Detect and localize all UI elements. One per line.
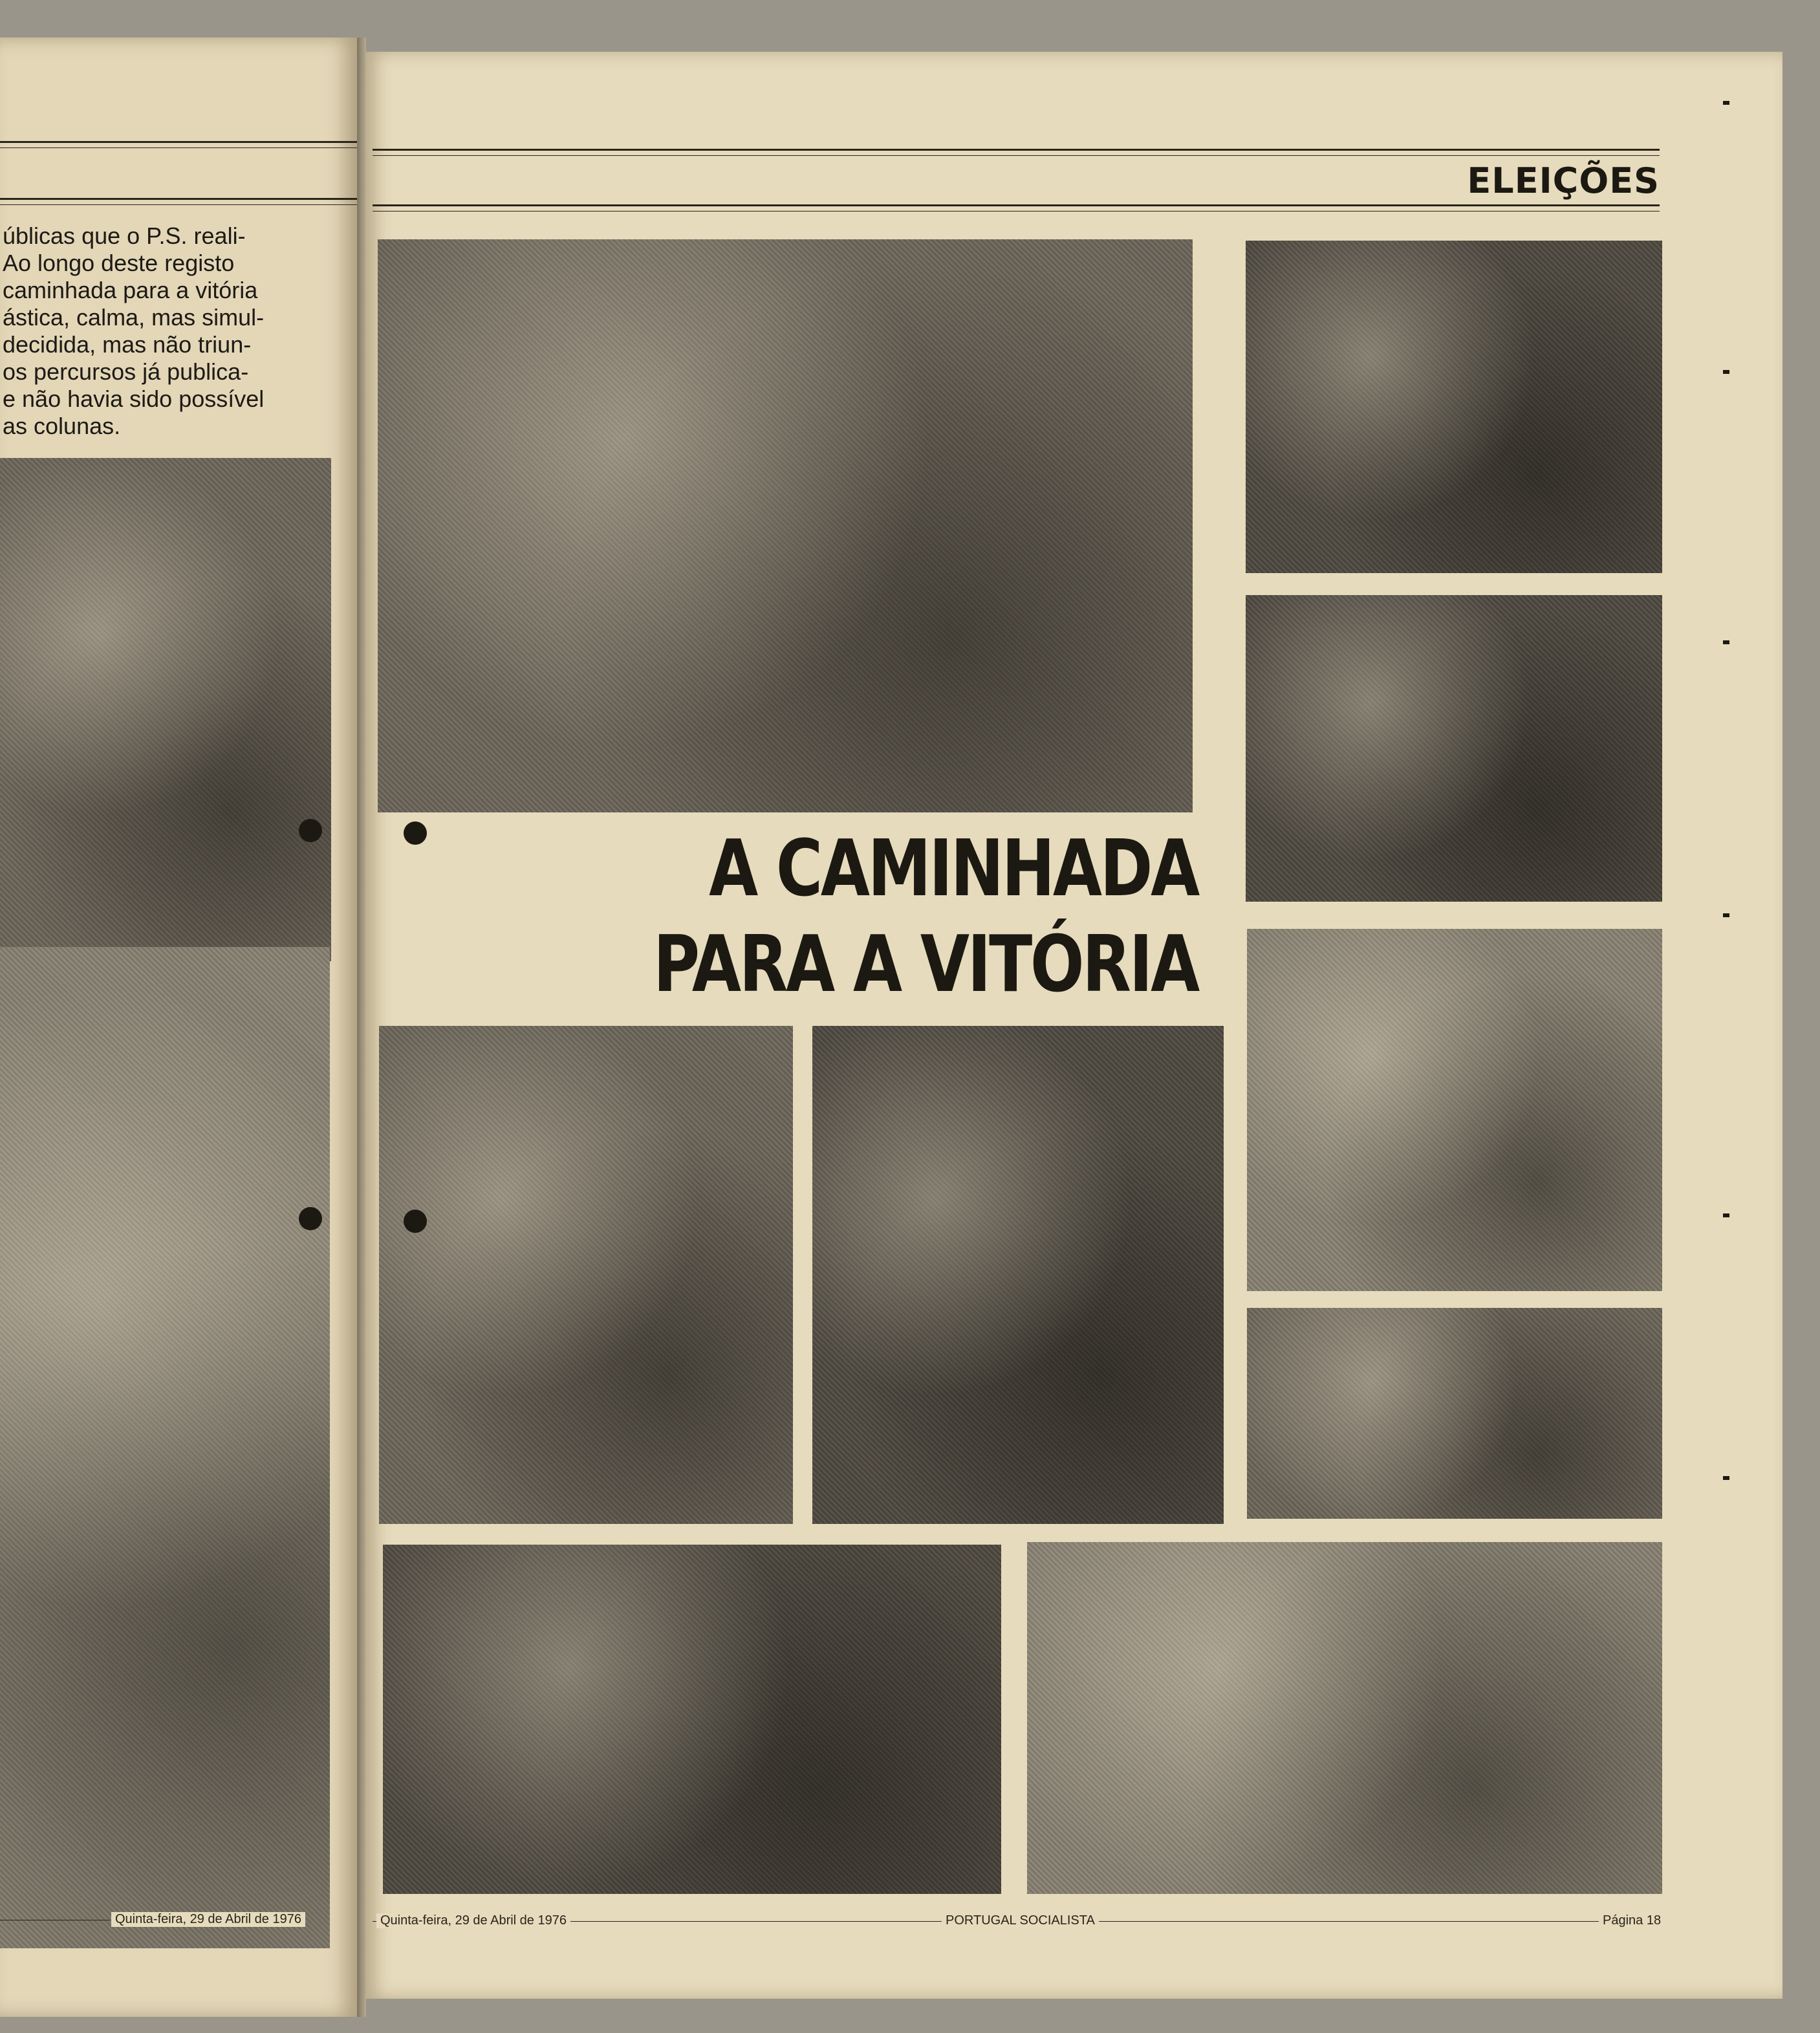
photo-rally-speaker xyxy=(812,1026,1224,1524)
photo-outdoor-mass-rally xyxy=(1027,1542,1662,1894)
photo-lead-smiling-man xyxy=(378,239,1193,812)
footer-date: Quinta-feira, 29 de Abril de 1976 xyxy=(376,1913,570,1928)
photo-police-crowd xyxy=(379,1026,793,1524)
right-page xyxy=(366,52,1782,1999)
margin-tick xyxy=(1723,1213,1729,1217)
photo-indoor-rally xyxy=(383,1545,1001,1894)
header-rule-top-thin xyxy=(373,155,1660,156)
photo-crowd-column-2 xyxy=(1246,595,1662,902)
header-rule-bottom-thin xyxy=(0,204,357,205)
margin-tick xyxy=(1723,913,1729,917)
photo-street-crowd-aerial xyxy=(0,947,330,1948)
lead-line: as colunas. xyxy=(3,413,121,439)
header-rule-bottom-thin xyxy=(373,211,1660,212)
photo-crowd-greeting xyxy=(0,458,331,961)
lead-line: úblicas que o P.S. reali- xyxy=(3,223,246,249)
photo-raised-fists xyxy=(1247,1308,1662,1519)
headline-line-2: PARA A VITÓRIA xyxy=(653,920,1198,1010)
margin-tick xyxy=(1723,640,1729,644)
punch-hole xyxy=(404,821,427,845)
margin-tick xyxy=(1723,370,1729,374)
photo-car-motorcade xyxy=(1247,929,1662,1291)
header-rule-top xyxy=(0,141,357,143)
header-rule-top xyxy=(373,149,1660,151)
punch-hole xyxy=(299,1207,322,1230)
margin-tick xyxy=(1723,101,1729,105)
lead-line: caminhada para a vitória xyxy=(3,277,258,303)
lead-line: os percursos já publica- xyxy=(3,358,249,385)
section-title: ELEIÇÕES xyxy=(1467,160,1660,201)
footer-date: Quinta-feira, 29 de Abril de 1976 xyxy=(111,1912,305,1927)
headline xyxy=(515,821,1198,1013)
lead-line: decidida, mas não triun- xyxy=(3,331,252,358)
punch-hole xyxy=(404,1210,427,1233)
margin-tick xyxy=(1723,1476,1729,1480)
punch-hole xyxy=(299,819,322,842)
left-page xyxy=(0,38,357,2017)
footer-page-number: Página 18 xyxy=(1599,1913,1665,1928)
lead-line: Ao longo deste registo xyxy=(3,250,235,276)
header-rule-bottom xyxy=(0,198,357,200)
headline-line-1: A CAMINHADA xyxy=(709,824,1198,914)
header-rule-top-thin xyxy=(0,147,357,148)
lead-line: ástica, calma, mas simul- xyxy=(3,304,265,331)
page-gutter xyxy=(357,38,366,2017)
lead-line: e não havia sido possível xyxy=(3,386,265,412)
footer-publication: PORTUGAL SOCIALISTA xyxy=(942,1913,1099,1928)
photo-crowd-column-1 xyxy=(1246,241,1662,573)
header-rule-bottom xyxy=(373,204,1660,206)
article-lead-text xyxy=(3,223,322,440)
